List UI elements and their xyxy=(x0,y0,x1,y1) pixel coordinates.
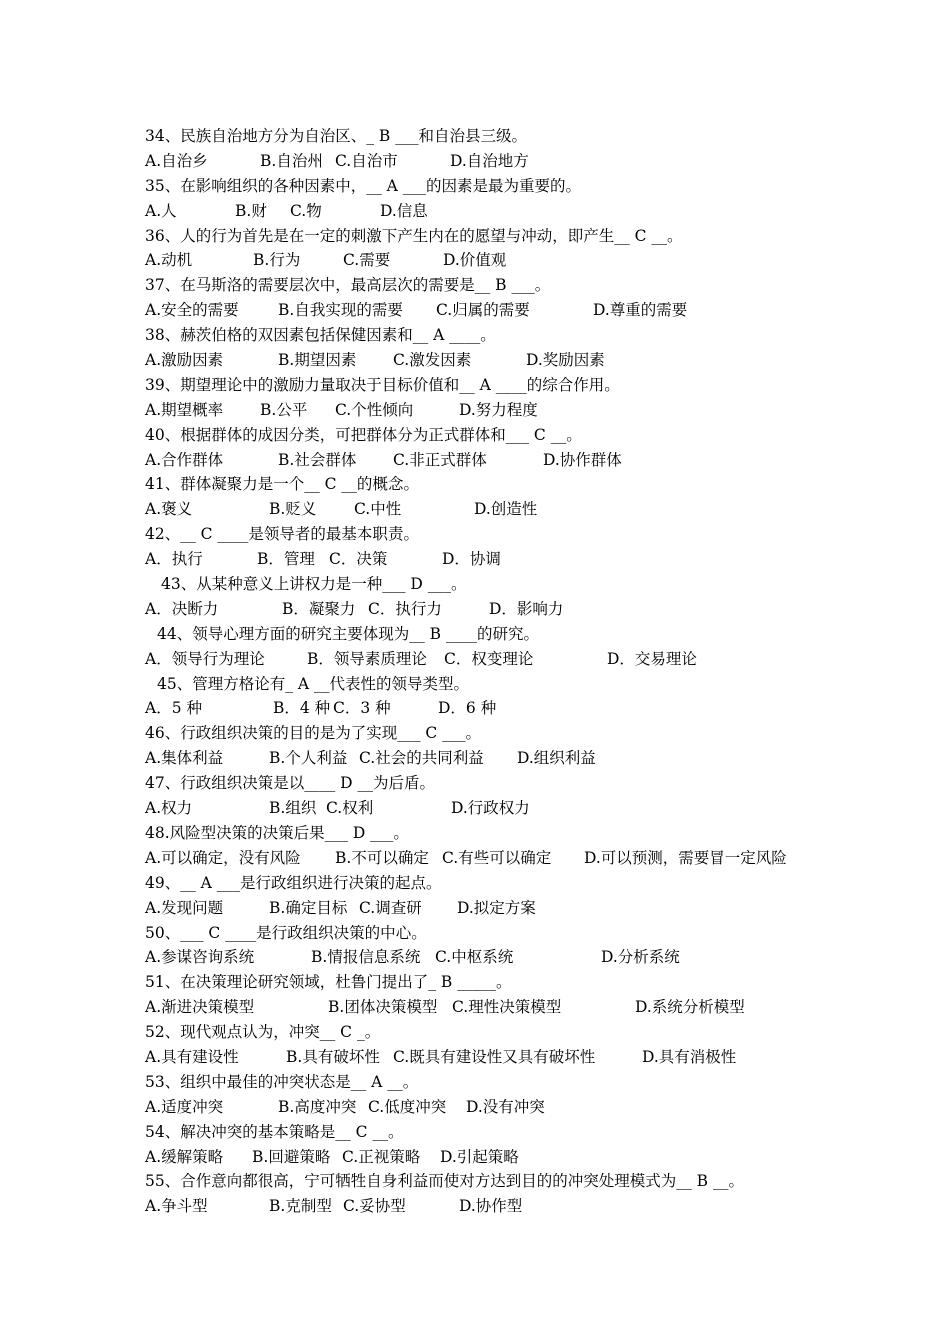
answer-option: A.激励因素 xyxy=(145,351,224,370)
answer-option: D.努力程度 xyxy=(459,400,538,419)
answer-option: C.正视策略 xyxy=(342,1147,421,1166)
answer-option: B.公平 xyxy=(260,400,308,419)
answer-option: B.组织 xyxy=(269,799,317,818)
answer-option: D.没有冲突 xyxy=(466,1097,545,1116)
answer-option: A.参谋咨询系统 xyxy=(145,948,255,967)
answer-option: A.权力 xyxy=(145,799,193,818)
answer-option: A．执行 xyxy=(145,550,203,569)
answer-option: C.妥协型 xyxy=(343,1197,406,1216)
answer-option: A.争斗型 xyxy=(145,1197,208,1216)
answer-option: D.信息 xyxy=(380,201,428,220)
answer-option: B.高度冲突 xyxy=(278,1097,357,1116)
answer-options xyxy=(145,796,825,821)
question-text: 47、行政组织决策是以____ D __为后盾。 xyxy=(145,774,436,793)
answer-option: D．6 种 xyxy=(438,699,497,718)
answer-option: A．领导行为理论 xyxy=(145,649,265,668)
answer-options xyxy=(145,298,825,323)
answer-option: D.协作型 xyxy=(459,1197,523,1216)
answer-option: D.具有消极性 xyxy=(642,1047,737,1066)
answer-option: B．凝聚力 xyxy=(282,599,356,618)
answer-option: B．管理 xyxy=(257,550,315,569)
answer-option: B.情报信息系统 xyxy=(311,948,421,967)
answer-option: A.自治乡 xyxy=(145,151,208,170)
answer-options xyxy=(145,846,825,871)
answer-option: A．决断力 xyxy=(145,599,219,618)
question-text: 38、赫茨伯格的双因素包括保健因素和__ A ____。 xyxy=(145,326,496,345)
answer-option: B.自我实现的需要 xyxy=(278,301,403,320)
answer-options xyxy=(145,746,825,771)
answer-options xyxy=(145,448,825,473)
answer-options xyxy=(145,995,825,1020)
answer-options xyxy=(145,597,825,622)
answer-options xyxy=(145,199,825,224)
answer-option: D.尊重的需要 xyxy=(593,301,688,320)
question-list xyxy=(145,124,825,1219)
question-text: 50、___ C ____是行政组织决策的中心。 xyxy=(145,923,427,942)
answer-option: C.中枢系统 xyxy=(435,948,514,967)
answer-options xyxy=(145,1095,825,1120)
answer-option: C.物 xyxy=(290,201,322,220)
question-text: 37、在马斯洛的需要层次中，最高层次的需要是__ B ___。 xyxy=(145,276,551,295)
answer-option: C.有些可以确定 xyxy=(442,848,552,867)
question-text: 44、领导心理方面的研究主要体现为__ B ____的研究。 xyxy=(157,624,539,643)
question-text: 48.风险型决策的决策后果___ D ___。 xyxy=(145,823,409,842)
answer-option: B．4 种 xyxy=(273,699,331,718)
answer-option: B.确定目标 xyxy=(269,898,348,917)
answer-option: C.权利 xyxy=(326,799,374,818)
answer-option: D．影响力 xyxy=(489,599,564,618)
answer-option: D.协作群体 xyxy=(543,450,622,469)
answer-option: D.拟定方案 xyxy=(457,898,536,917)
question-text: 52、现代观点认为，冲突__ C _。 xyxy=(145,1023,381,1042)
answer-option: B.行为 xyxy=(253,251,301,270)
answer-options xyxy=(145,647,825,672)
question-text: 40、根据群体的成因分类，可把群体分为正式群体和___ C __。 xyxy=(145,425,582,444)
answer-option: B.具有破坏性 xyxy=(286,1047,380,1066)
answer-option: C.个性倾向 xyxy=(335,400,414,419)
question-text: 53、组织中最佳的冲突状态是__ A __。 xyxy=(145,1072,419,1091)
answer-option: C.归属的需要 xyxy=(436,301,530,320)
answer-option: A.期望概率 xyxy=(145,400,224,419)
answer-option: D.引起策略 xyxy=(440,1147,519,1166)
answer-option: A.集体利益 xyxy=(145,749,224,768)
question-text: 49、__ A ___是行政组织进行决策的起点。 xyxy=(145,873,442,892)
answer-option: B.期望因素 xyxy=(278,351,357,370)
answer-option: C.激发因素 xyxy=(393,351,472,370)
answer-option: D．交易理论 xyxy=(607,649,697,668)
question-text: 39、期望理论中的激励力量取决于目标价值和__ A ____的综合作用。 xyxy=(145,375,620,394)
answer-option: D.分析系统 xyxy=(601,948,680,967)
answer-option: B．领导素质理论 xyxy=(307,649,427,668)
answer-option: A.安全的需要 xyxy=(145,301,239,320)
question-text: 55、合作意向都很高，宁可牺牲自身利益而使对方达到目的的冲突处理模式为__ B __。 xyxy=(145,1172,744,1191)
answer-options xyxy=(145,945,825,970)
answer-options xyxy=(145,696,825,721)
answer-option: C.理性决策模型 xyxy=(452,998,562,1017)
answer-option: A.动机 xyxy=(145,251,193,270)
answer-options xyxy=(145,248,825,273)
answer-options xyxy=(145,1045,825,1070)
question-text: 36、人的行为首先是在一定的刺激下产生内在的愿望与冲动，即产生__ C __。 xyxy=(145,226,683,245)
answer-options xyxy=(145,1194,825,1219)
answer-option: B.克制型 xyxy=(269,1197,332,1216)
answer-option: D.行政权力 xyxy=(451,799,530,818)
answer-option: A.适度冲突 xyxy=(145,1097,224,1116)
answer-option: D.组织利益 xyxy=(517,749,596,768)
answer-options xyxy=(145,149,825,174)
answer-option: A.发现问题 xyxy=(145,898,224,917)
answer-option: B.回避策略 xyxy=(252,1147,331,1166)
answer-options xyxy=(145,398,825,423)
answer-options xyxy=(145,348,825,373)
answer-option: C.自治市 xyxy=(335,151,398,170)
answer-option: C．执行力 xyxy=(368,599,442,618)
answer-option: D.奖励因素 xyxy=(526,351,605,370)
answer-option: D.系统分析模型 xyxy=(635,998,745,1017)
answer-option: C.非正式群体 xyxy=(393,450,487,469)
question-text: 45、管理方格论有_ A __代表性的领导类型。 xyxy=(157,674,470,693)
answer-option: D.可以预测，需要冒一定风险 xyxy=(584,848,787,867)
answer-option: D.创造性 xyxy=(474,500,538,519)
answer-option: A.具有建设性 xyxy=(145,1047,239,1066)
answer-option: B.社会群体 xyxy=(278,450,357,469)
answer-option: D．协调 xyxy=(442,550,501,569)
answer-option: C.需要 xyxy=(343,251,391,270)
answer-option: D.自治地方 xyxy=(450,151,529,170)
answer-option: A.可以确定，没有风险 xyxy=(145,848,301,867)
question-text: 51、在决策理论研究领域，杜鲁门提出了_ B _____。 xyxy=(145,973,512,992)
answer-options xyxy=(145,896,825,921)
answer-option: A．5 种 xyxy=(145,699,202,718)
answer-option: D.价值观 xyxy=(443,251,507,270)
answer-option: B.不可以确定 xyxy=(335,848,429,867)
answer-options xyxy=(145,1145,825,1170)
answer-option: C.既具有建设性又具有破坏性 xyxy=(393,1047,596,1066)
question-text: 46、行政组织决策的目的是为了实现___ C ___。 xyxy=(145,724,481,743)
answer-option: B.自治州 xyxy=(260,151,323,170)
answer-option: A.人 xyxy=(145,201,177,220)
question-text: 43、从某种意义上讲权力是一种___ D ___。 xyxy=(161,575,467,594)
answer-options xyxy=(145,547,825,572)
answer-option: B.团体决策模型 xyxy=(328,998,438,1017)
question-text: 34、民族自治地方分为自治区、_ B ___和自治县三级。 xyxy=(145,127,527,145)
answer-option: B.财 xyxy=(235,201,267,220)
answer-option: A.合作群体 xyxy=(145,450,224,469)
question-text: 41、群体凝聚力是一个__ C __的概念。 xyxy=(145,475,419,494)
answer-option: A.褒义 xyxy=(145,500,193,519)
question-text: 35、在影响组织的各种因素中，__ A ___的因素是最为重要的。 xyxy=(145,176,582,195)
answer-option: C．决策 xyxy=(329,550,388,569)
answer-option: C．3 种 xyxy=(333,699,391,718)
answer-option: A.缓解策略 xyxy=(145,1147,224,1166)
answer-option: C.中性 xyxy=(354,500,402,519)
answer-option: B.贬义 xyxy=(269,500,317,519)
answer-option: A.渐进决策模型 xyxy=(145,998,255,1017)
answer-option: C.调查研 xyxy=(359,898,422,917)
answer-options xyxy=(145,497,825,522)
question-text: 54、解决冲突的基本策略是__ C __。 xyxy=(145,1122,404,1141)
question-text: 42、__ C ____是领导者的最基本职责。 xyxy=(145,525,419,544)
answer-option: C．权变理论 xyxy=(444,649,534,668)
answer-option: B.个人利益 xyxy=(269,749,348,768)
answer-option: C.低度冲突 xyxy=(368,1097,447,1116)
answer-option: C.社会的共同利益 xyxy=(359,749,484,768)
